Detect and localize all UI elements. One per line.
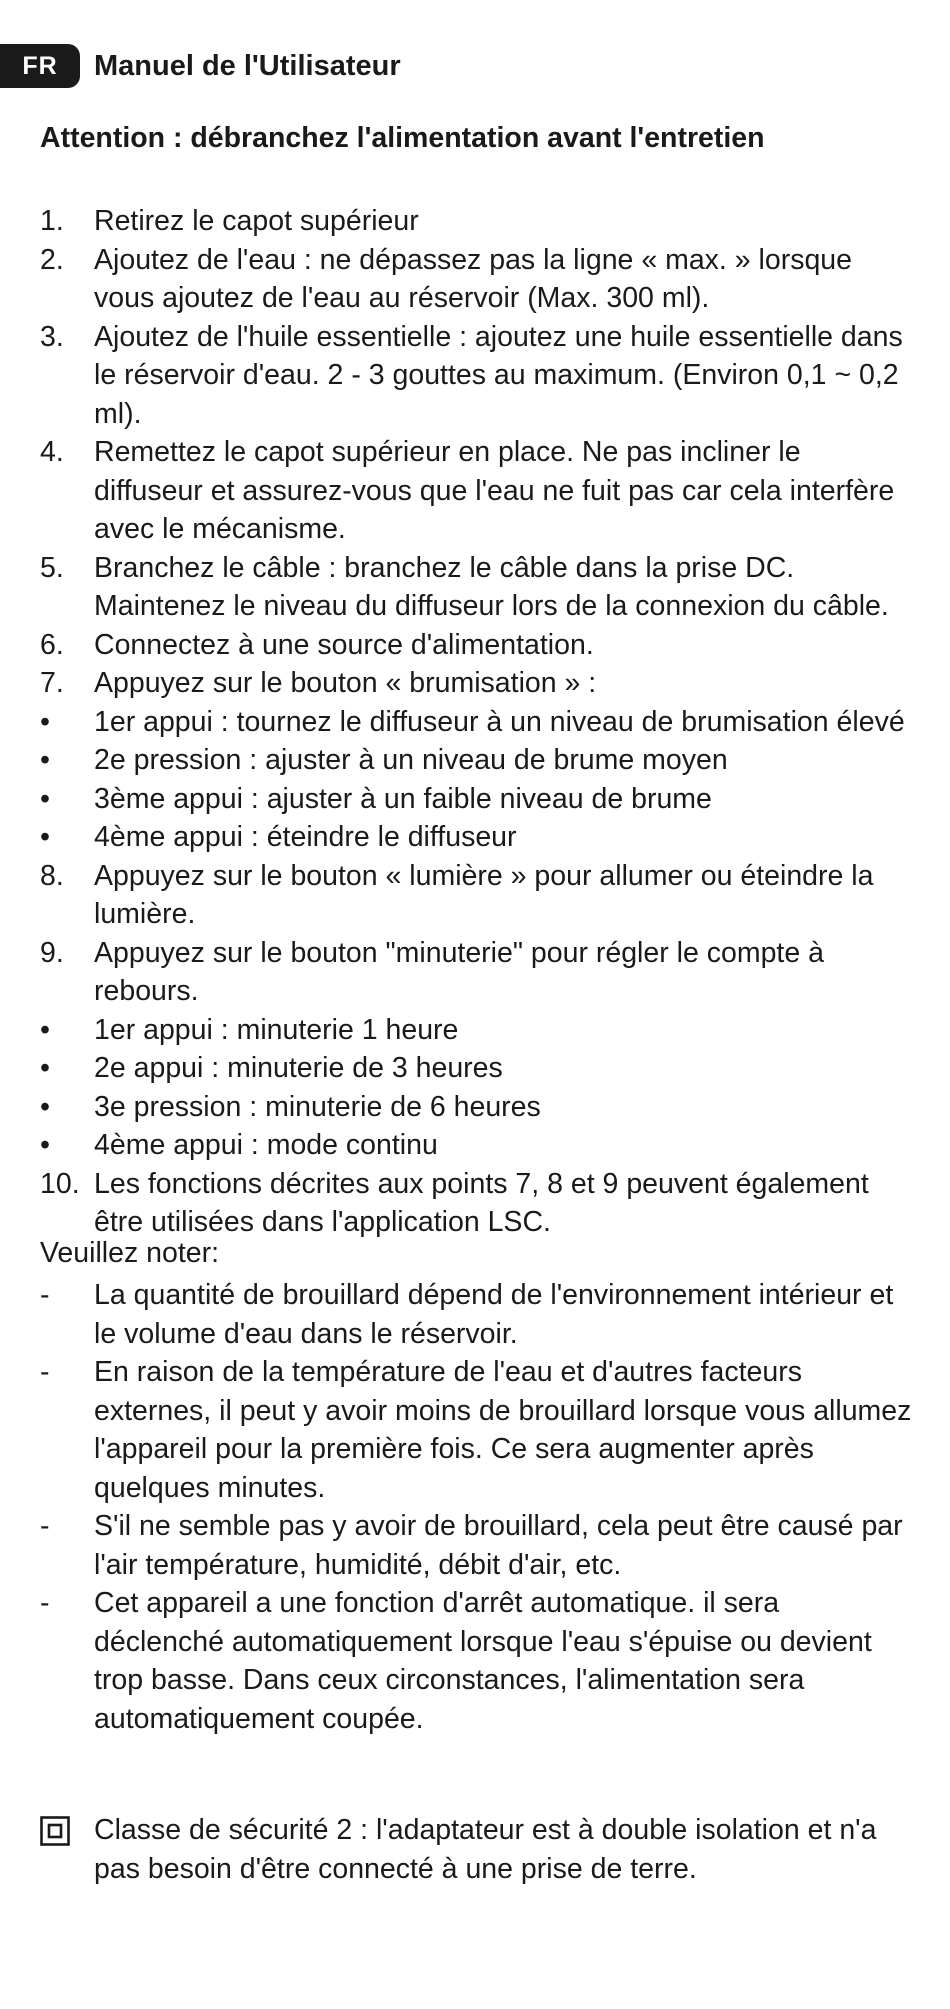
instruction-item-text: Ajoutez de l'eau : ne dépassez pas la ligne « max. » lorsque vous ajoutez de l'eau au réservoir (Max. 300 ml). [94, 243, 853, 314]
instruction-item [0, 626, 914, 665]
instruction-item [0, 1049, 914, 1088]
instruction-item-text: 2e appui : minuterie de 3 heures [94, 1052, 503, 1084]
note-item [0, 1353, 914, 1507]
instruction-item [0, 1011, 914, 1050]
instruction-item-text: Branchez le câble : branchez le câble dans la prise DC. Maintenez le niveau du diffuseur lors de la connexion du câble. [94, 551, 889, 622]
instruction-item [0, 741, 914, 780]
note-item-text: S'il ne semble pas y avoir de brouillard, cela peut être causé par l'air température, humidité, débit d'air, etc. [94, 1510, 903, 1581]
instruction-item-text: Remettez le capot supérieur en place. Ne pas incliner le diffuseur et assurez-vous que l'eau ne fuit pas car cela interfère avec le mécanisme. [94, 436, 895, 545]
note-item-marker: - [40, 1587, 50, 1619]
instruction-item-marker: 1. [40, 205, 64, 237]
note-item-text: La quantité de brouillard dépend de l'environnement intérieur et le volume d'eau dans le réservoir. [94, 1279, 894, 1350]
instruction-item-marker: • [40, 1090, 50, 1123]
instruction-item-marker: 2. [40, 243, 64, 276]
instruction-item-marker: • [40, 705, 50, 738]
instruction-item [0, 1126, 914, 1165]
instruction-item [0, 549, 914, 626]
instruction-item-marker: 10. [40, 1167, 80, 1200]
safety-class-notice [0, 1811, 950, 1888]
note-item-marker: - [40, 1279, 50, 1311]
language-badge: FR [0, 44, 80, 88]
instruction-item-marker: 3. [40, 320, 64, 353]
instruction-item-text: 3ème appui : ajuster à un faible niveau de brume [94, 782, 712, 815]
instruction-item-marker: 5. [40, 551, 64, 584]
note-item [0, 1507, 914, 1584]
note-item-marker: - [40, 1510, 50, 1542]
instruction-item-marker: 4. [40, 436, 64, 468]
instruction-item-text: 1er appui : minuterie 1 heure [94, 1013, 459, 1046]
instruction-item-text: Appuyez sur le bouton « brumisation » : [94, 667, 597, 699]
instruction-item [0, 664, 914, 703]
instruction-item [0, 1088, 914, 1127]
instruction-item-text: Ajoutez de l'huile essentielle : ajoutez une huile essentielle dans le réservoir d'eau. 2 - 3 gouttes au maximum. (Environ 0,1 ~ 0,2 ml). [94, 320, 903, 430]
instruction-item [0, 780, 914, 819]
instruction-item-text: 4ème appui : mode continu [94, 1129, 438, 1161]
class-2-double-insulation-icon [40, 1816, 70, 1846]
instruction-item-text: 4ème appui : éteindre le diffuseur [94, 821, 517, 853]
instruction-item-marker: • [40, 782, 50, 815]
safety-class-text: Classe de sécurité 2 : l'adaptateur est à double isolation et n'a pas besoin d'être connecté à une prise de terre. [94, 1814, 877, 1885]
page-title: Manuel de l'Utilisateur [94, 49, 401, 82]
instruction-item [0, 1165, 914, 1242]
instruction-item-marker: • [40, 1129, 50, 1161]
instruction-item [0, 433, 914, 549]
instruction-item-text: Les fonctions décrites aux points 7, 8 et 9 peuvent également être utilisées dans l'application LSC. [94, 1167, 869, 1238]
note-item-marker: - [40, 1356, 50, 1388]
instruction-item-marker: 6. [40, 628, 64, 661]
instruction-item [0, 241, 914, 318]
instruction-item [0, 857, 914, 934]
instruction-item-marker: 8. [40, 859, 64, 892]
maintenance-warning: Attention : débranchez l'alimentation avant l'entretien [40, 122, 765, 154]
instruction-item-text: Appuyez sur le bouton "minuterie" pour régler le compte à rebours. [94, 936, 824, 1007]
instruction-item-text: Appuyez sur le bouton « lumière » pour allumer ou éteindre la lumière. [94, 859, 874, 930]
instruction-item [0, 934, 914, 1011]
instruction-item-text: Connectez à une source d'alimentation. [94, 628, 594, 661]
header [0, 44, 401, 88]
instruction-item-marker: • [40, 821, 50, 853]
note-item [0, 1276, 914, 1353]
safety-class-item [0, 1811, 914, 1888]
note-item-text: En raison de la température de l'eau et d'autres facteurs externes, il peut y avoir moins de brouillard lorsque vous allumez l'appareil pour la première fois. Ce sera augmenter après quelques minutes. [94, 1356, 912, 1504]
note-item [0, 1584, 914, 1738]
instruction-item-text: Retirez le capot supérieur [94, 205, 419, 237]
instruction-item [0, 202, 914, 241]
instruction-item [0, 703, 914, 742]
instructions-list [0, 202, 950, 1242]
note-item-text: Cet appareil a une fonction d'arrêt automatique. il sera déclenché automatiquement lorsque l'eau s'épuise ou devient trop basse. Dans ceux circonstances, l'alimentation sera automatiquement coupée. [94, 1587, 872, 1735]
instruction-item [0, 318, 914, 434]
instruction-item-text: 2e pression : ajuster à un niveau de brume moyen [94, 744, 728, 776]
instruction-item-text: 1er appui : tournez le diffuseur à un niveau de brumisation élevé [94, 705, 905, 738]
instruction-item-marker: 9. [40, 936, 64, 969]
notes-list [0, 1276, 950, 1738]
instruction-item [0, 818, 914, 857]
notes-heading: Veuillez noter: [40, 1237, 220, 1269]
instruction-item-marker: 7. [40, 667, 64, 699]
instruction-item-text: 3e pression : minuterie de 6 heures [94, 1090, 541, 1123]
instruction-item-marker: • [40, 744, 50, 776]
instruction-item-marker: • [40, 1052, 50, 1084]
instruction-item-marker: • [40, 1013, 50, 1046]
